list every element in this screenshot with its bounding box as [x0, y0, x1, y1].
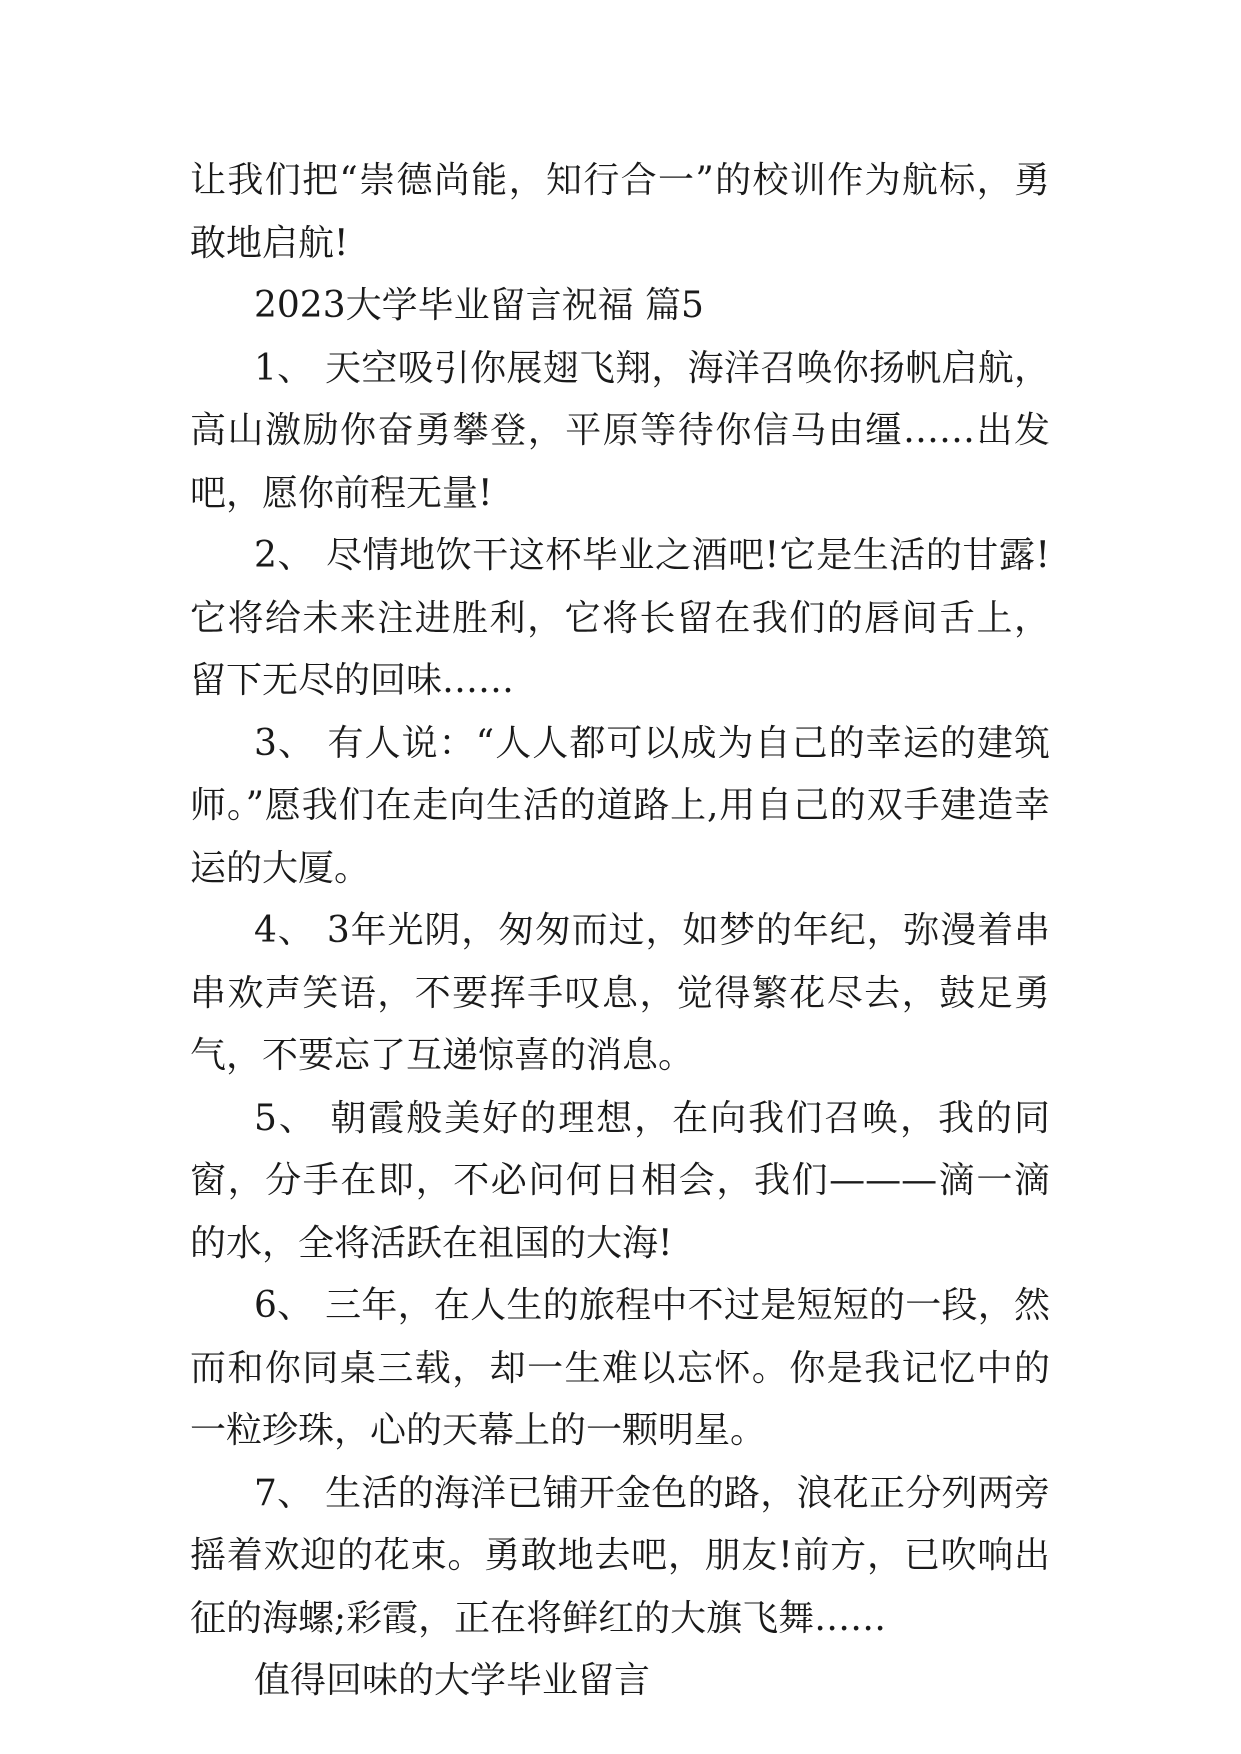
document-body: [190, 150, 1050, 1713]
paragraph-motto: 让我们把“崇德尚能，知行合一”的校训作为航标，勇敢地启航!: [190, 160, 1050, 264]
message-item-1: 1、 天空吸引你展翅飞翔，海洋召唤你扬帆启航，高山激励你奋勇攀登，平原等待你信马由缰……出发吧，愿你前程无量!: [190, 347, 1050, 514]
message-item-4: 4、 3年光阴，匆匆而过，如梦的年纪，弥漫着串串欢声笑语，不要挥手叹息，觉得繁花尽去，鼓足勇气，不要忘了互递惊喜的消息。: [190, 910, 1050, 1076]
message-item-6: 6、 三年，在人生的旅程中不过是短短的一段，然而和你同桌三载，却一生难以忘怀。你是我记忆中的一粒珍珠，心的天幕上的一颗明星。: [190, 1285, 1050, 1451]
message-item-7: 7、 生活的海洋已铺开金色的路，浪花正分列两旁摇着欢迎的花束。勇敢地去吧，朋友!前方，已吹响出征的海螺;彩霞，正在将鲜红的大旗飞舞……: [190, 1472, 1050, 1639]
message-item-5: 5、 朝霞般美好的理想，在向我们召唤，我的同窗，分手在即，不必问何日相会，我们———滴一滴的水，全将活跃在祖国的大海!: [190, 1097, 1050, 1264]
section-heading-next: 值得回味的大学毕业留言: [254, 1660, 651, 1701]
section-heading: 2023大学毕业留言祝福 篇5: [254, 285, 704, 326]
message-item-2: 2、 尽情地饮干这杯毕业之酒吧!它是生活的甘露!它将给未来注进胜利，它将长留在我们的唇间舌上，留下无尽的回味……: [190, 535, 1050, 701]
message-item-3: 3、 有人说：“人人都可以成为自己的幸运的建筑师。”愿我们在走向生活的道路上,用自己的双手建造幸运的大厦。: [190, 722, 1050, 889]
